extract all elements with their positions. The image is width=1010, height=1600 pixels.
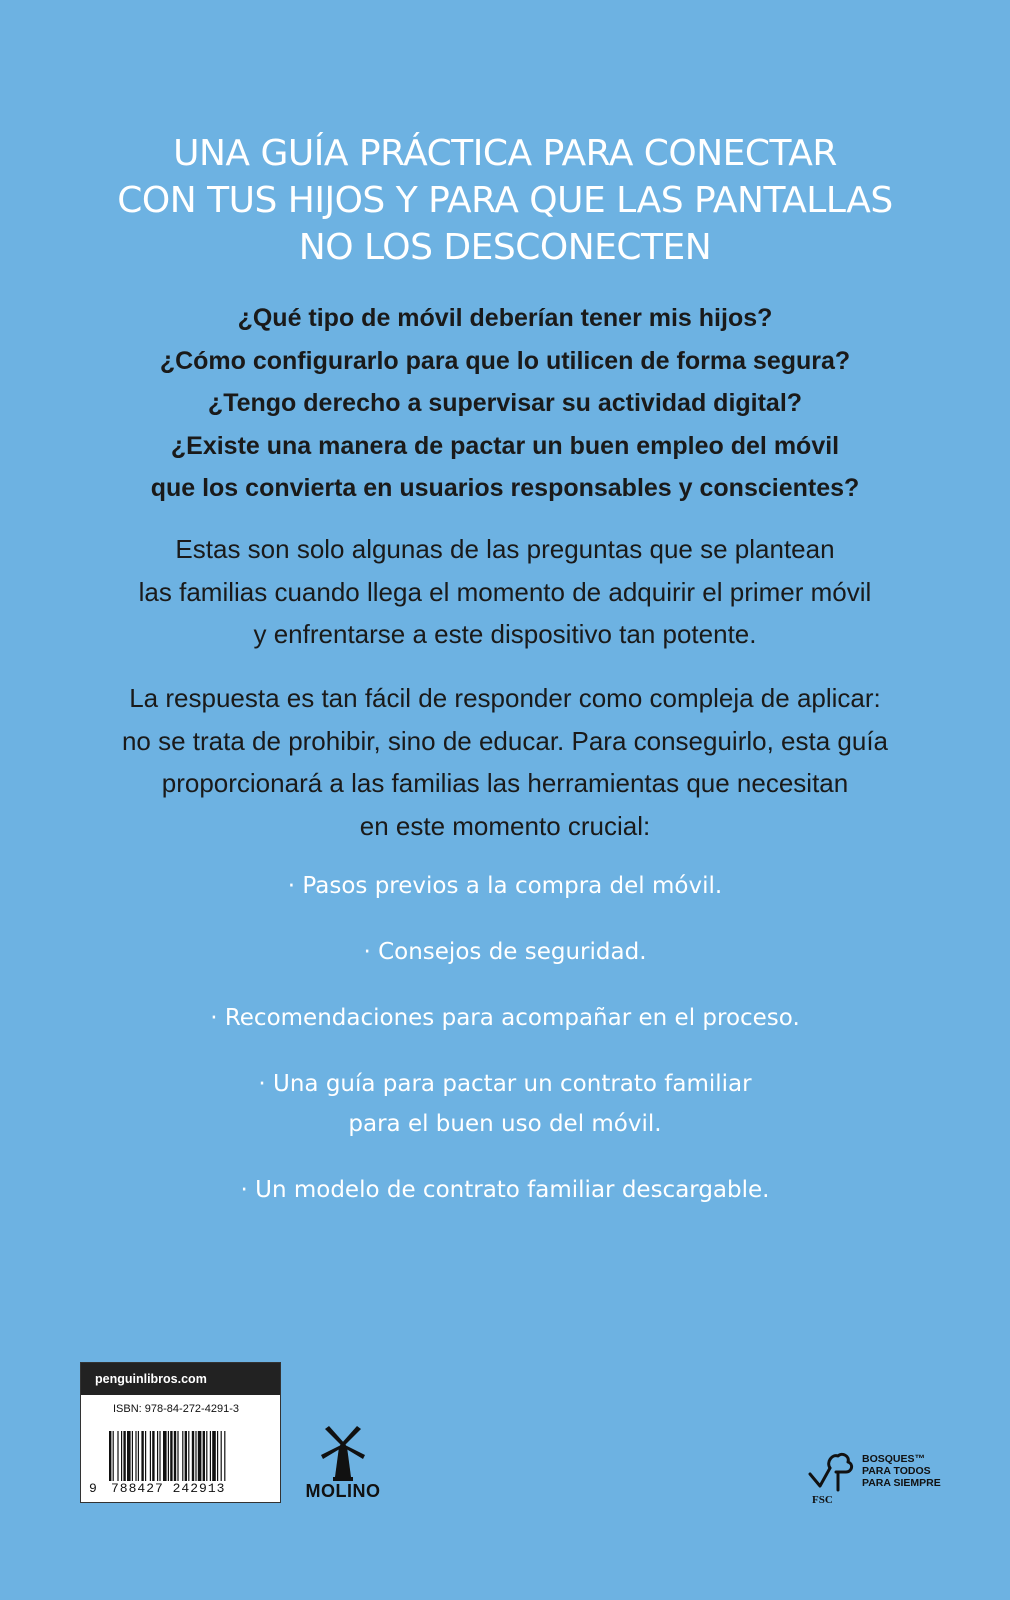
- barcode-bar: [198, 1431, 202, 1481]
- list-item: [0, 932, 1010, 972]
- bullet-text: · Una guía para pactar un contrato familiar: [258, 1071, 752, 1097]
- paragraph-line: La respuesta es tan fácil de responder como compleja de aplicar:: [129, 683, 881, 713]
- fsc-label: FSC: [812, 1494, 833, 1506]
- barcode-bar: [135, 1431, 136, 1481]
- barcode-bar: [195, 1431, 196, 1481]
- barcode-bar: [159, 1431, 160, 1481]
- barcode-bar: [210, 1431, 211, 1481]
- bullet-text: para el buen uso del móvil.: [348, 1111, 662, 1137]
- paragraph-line: y enfrentarse a este dispositivo tan potente.: [253, 619, 757, 649]
- bullet-text: · Pasos previos a la compra del móvil.: [287, 873, 723, 899]
- fsc-slogan-line: PARA TODOS: [862, 1465, 931, 1477]
- fsc-slogan: [862, 1453, 941, 1489]
- question-line: ¿Tengo derecho a supervisar su actividad digital?: [207, 389, 803, 417]
- list-item: [0, 1170, 1010, 1210]
- barcode-bar: [113, 1431, 114, 1481]
- barcode-bar: [224, 1431, 225, 1481]
- fsc-slogan-line: BOSQUES™: [862, 1453, 926, 1465]
- publisher-logo: [298, 1425, 388, 1505]
- headline-line: CON TUS HIJOS Y PARA QUE LAS PANTALLAS: [117, 180, 893, 221]
- barcode-bar: [177, 1431, 178, 1481]
- barcode-bar: [150, 1431, 151, 1481]
- list-item: [0, 998, 1010, 1038]
- barcode-bar: [174, 1431, 176, 1481]
- paragraph-line: Estas son solo algunas de las preguntas que se plantean: [175, 534, 835, 564]
- barcode-bar: [206, 1431, 207, 1481]
- fsc-logo: [806, 1450, 956, 1510]
- bullet-list: [0, 866, 1010, 1236]
- ean-rest-digits: 788427 242913: [111, 1481, 226, 1496]
- barcode-bar: [192, 1431, 194, 1481]
- publisher-name: MOLINO: [305, 1481, 381, 1501]
- barcode-icon: [109, 1431, 267, 1481]
- bullet-text: · Recomendaciones para acompañar en el proceso.: [210, 1005, 800, 1031]
- headline-line: NO LOS DESCONECTEN: [298, 227, 712, 268]
- barcode-bar: [138, 1431, 139, 1481]
- headline-line: UNA GUÍA PRÁCTICA PARA CONECTAR: [173, 133, 837, 174]
- windmill-icon: [313, 1425, 373, 1483]
- bullet-text: · Consejos de seguridad.: [363, 939, 647, 965]
- barcode-bar: [109, 1431, 111, 1481]
- list-item: [0, 866, 1010, 906]
- isbn-barcode-label: [80, 1362, 281, 1503]
- paragraph-line: las familias cuando llega el momento de adquirir el primer móvil: [138, 576, 872, 607]
- intro-paragraph: [0, 528, 1010, 656]
- fsc-slogan-line: PARA SIEMPRE: [862, 1477, 941, 1489]
- question-line: que los convierta en usuarios responsables y conscientes?: [150, 474, 860, 502]
- barcode-bar: [182, 1431, 183, 1481]
- paragraph-line: no se trata de prohibir, sino de educar. Para conseguirlo, esta guía: [121, 725, 889, 756]
- barcode-bar: [188, 1431, 189, 1481]
- barcode-bar: [203, 1431, 205, 1481]
- barcode-bar: [117, 1431, 118, 1481]
- barcode-bar: [123, 1431, 125, 1481]
- questions-block: [0, 297, 1010, 510]
- barcode-bar: [141, 1431, 143, 1481]
- isbn-number: ISBN: 978-84-272-4291-3: [113, 1403, 239, 1415]
- barcode-bar: [145, 1431, 146, 1481]
- barcode-bar: [221, 1431, 222, 1481]
- ean-first-digit: 9: [89, 1481, 98, 1496]
- question-line: ¿Existe una manera de pactar un buen empleo del móvil: [170, 431, 840, 460]
- headline: [0, 130, 1010, 271]
- barcode-bar: [157, 1431, 158, 1481]
- answer-paragraph: [0, 677, 1010, 847]
- barcode-bar: [168, 1431, 169, 1481]
- barcode-bar: [121, 1431, 122, 1481]
- barcode-bar: [152, 1431, 154, 1481]
- paragraph-line: proporcionará a las familias las herramientas que necesitan: [161, 768, 849, 798]
- barcode-bar: [185, 1431, 187, 1481]
- question-line: ¿Cómo configurarlo para que lo utilicen de forma segura?: [159, 346, 851, 375]
- bullet-text: · Un modelo de contrato familiar descargable.: [240, 1177, 770, 1203]
- barcode-bar: [170, 1431, 172, 1481]
- website-label: penguinlibros.com: [81, 1363, 280, 1395]
- barcode-bar: [212, 1431, 216, 1481]
- barcode-bar: [127, 1431, 131, 1481]
- barcode-bar: [163, 1431, 167, 1481]
- question-line: ¿Qué tipo de móvil deberían tener mis hijos?: [237, 304, 773, 332]
- barcode-bar: [217, 1431, 218, 1481]
- tree-checkmark-icon: [806, 1450, 856, 1494]
- list-item: [0, 1064, 1010, 1144]
- paragraph-line: en este momento crucial:: [359, 810, 651, 841]
- barcode-bar: [132, 1431, 133, 1481]
